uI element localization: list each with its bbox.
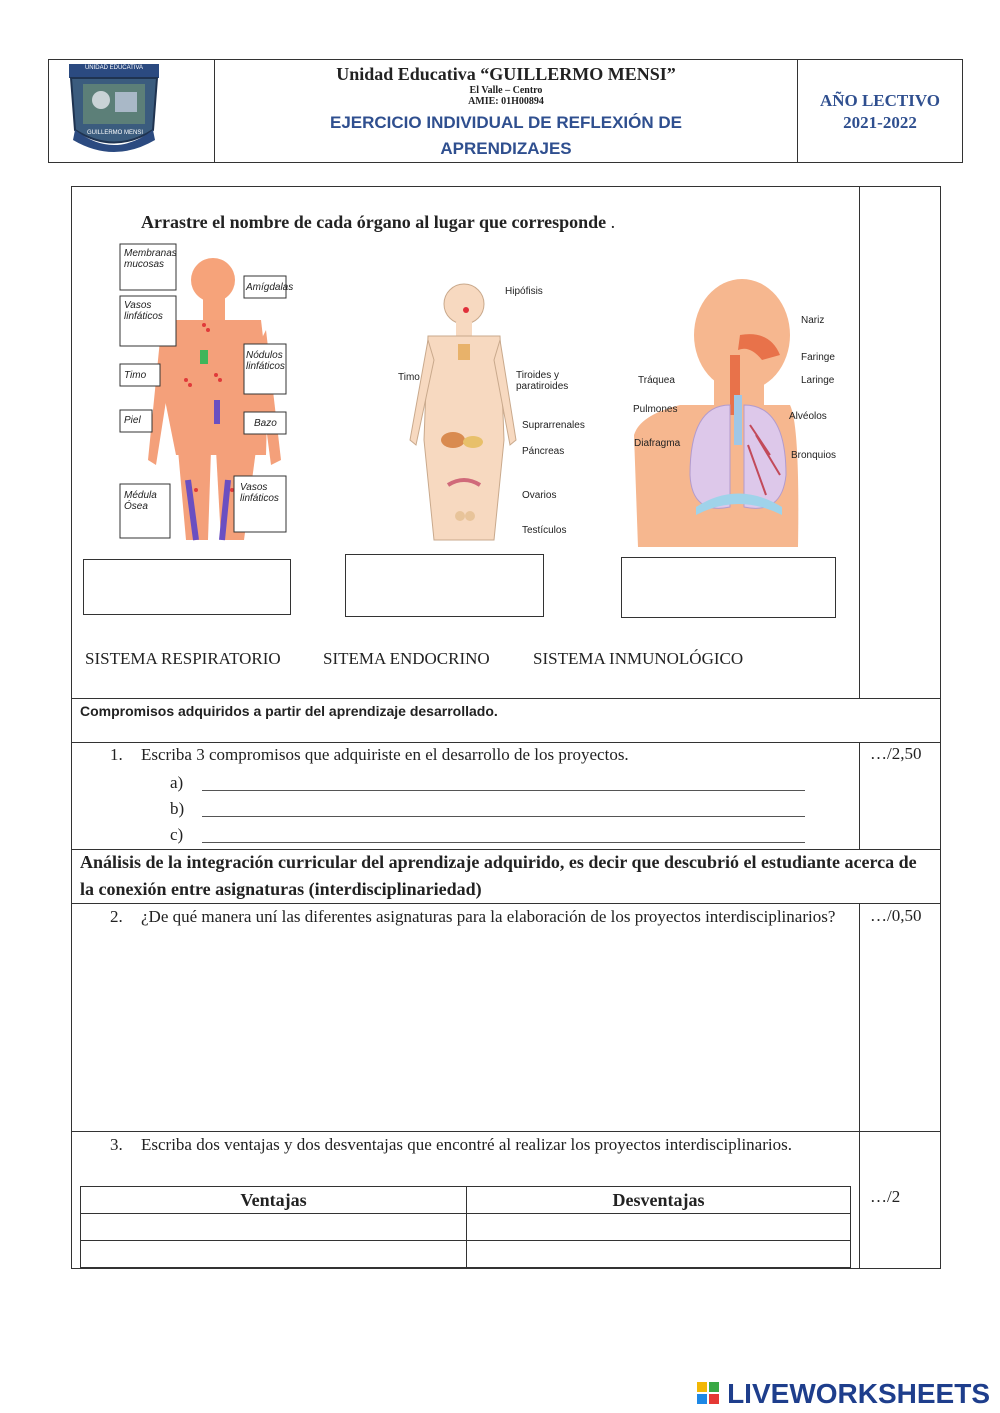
disadvantages-header: Desventajas	[467, 1187, 851, 1214]
commitments-heading: Compromisos adquiridos a partir del aprendizaje desarrollado.	[80, 703, 498, 719]
label-medula[interactable]: Médula Ósea	[124, 490, 157, 512]
label-timo-immune[interactable]: Timo	[124, 370, 147, 381]
advantages-table	[80, 1186, 851, 1268]
label-testiculos[interactable]: Testículos	[522, 525, 567, 536]
school-logo-cell	[49, 60, 215, 162]
label-nariz[interactable]: Nariz	[801, 315, 825, 326]
liveworksheets-logo-icon	[697, 1382, 719, 1404]
q1-text: Escriba 3 compromisos que adquiriste en el desarrollo de los proyectos.	[141, 745, 629, 764]
q1-answer-line-c[interactable]	[202, 842, 805, 843]
disadvantage-cell-1[interactable]	[467, 1214, 851, 1241]
school-crest-icon	[49, 60, 215, 162]
advantage-cell-1[interactable]	[81, 1214, 467, 1241]
integration-heading: Análisis de la integración curricular del aprendizaje adquirido, es decir que descubrió el estudiante acerca de la conexión entre asignaturas (interdisciplinariedad)	[80, 852, 917, 899]
q3-text: Escriba dos ventajas y dos desventajas que encontré al realizar los proyectos interdisciplinarios.	[141, 1135, 792, 1154]
q2-text: ¿De qué manera uní las diferentes asignaturas para la elaboración de los proyectos interdisciplinarios?	[141, 907, 836, 926]
label-laringe[interactable]: Laringe	[801, 375, 835, 386]
label-vasos-2[interactable]: Vasos linfáticos	[240, 482, 279, 504]
label-faringe[interactable]: Faringe	[801, 352, 835, 363]
year-value: 2021-2022	[843, 113, 917, 132]
advantages-header: Ventajas	[81, 1187, 467, 1214]
label-diafragma[interactable]: Diafragma	[634, 438, 681, 449]
system-option-inmunologico[interactable]: SISTEMA INMUNOLÓGICO	[533, 649, 744, 668]
q1-item-a: a)	[170, 773, 184, 792]
label-bazo[interactable]: Bazo	[254, 418, 277, 429]
drop-box-respiratory[interactable]	[621, 557, 836, 618]
q1-score: …/2,50	[870, 744, 922, 763]
school-year-cell	[798, 60, 962, 162]
liveworksheets-brand[interactable]: LIVEWORKSHEETS	[727, 1378, 990, 1409]
label-nodulos[interactable]: Nódulos linfáticos	[246, 350, 285, 372]
q1-answer-line-b[interactable]	[202, 816, 805, 817]
advantage-cell-2[interactable]	[81, 1241, 467, 1268]
q1-item-c: c)	[170, 825, 184, 844]
year-label: AÑO LECTIVO	[819, 91, 941, 110]
exercise-title-line2: APRENDIZAJES	[440, 139, 572, 158]
header-title-cell	[215, 60, 798, 162]
label-pulmones[interactable]: Pulmones	[633, 404, 678, 415]
label-amigdalas[interactable]: Amígdalas	[246, 282, 294, 293]
label-vasos-1[interactable]: Vasos linfáticos	[124, 300, 163, 322]
q2-score: …/0,50	[870, 906, 922, 925]
label-pancreas[interactable]: Páncreas	[522, 446, 565, 457]
q3-score: …/2	[870, 1187, 901, 1206]
label-hipofisis[interactable]: Hipófisis	[505, 286, 543, 297]
logo-bottom-text: GUILLERMO MENSI	[86, 130, 143, 136]
q3-number: 3.	[110, 1135, 123, 1154]
activity-instruction: Arrastre el nombre de cada órgano al lugar que corresponde .	[141, 212, 616, 232]
document-header	[48, 59, 963, 163]
drop-box-endocrine[interactable]	[345, 554, 544, 617]
endocrine-system-diagram	[398, 280, 518, 545]
system-option-endocrino[interactable]: SITEMA ENDOCRINO	[323, 649, 490, 668]
q1-number: 1.	[110, 745, 123, 764]
q1-score-divider	[859, 742, 860, 849]
school-name: Unidad Educativa “GUILLERMO MENSI”	[336, 64, 676, 84]
q2-answer-area[interactable]	[141, 960, 851, 1120]
label-piel[interactable]: Piel	[124, 415, 141, 426]
q1-item-b: b)	[170, 799, 185, 818]
disadvantage-cell-2[interactable]	[467, 1241, 851, 1268]
label-alveolos[interactable]: Alvéolos	[789, 411, 827, 422]
label-timo-endocrine[interactable]: Timo	[398, 372, 420, 383]
q1-answer-line-a[interactable]	[202, 790, 805, 791]
label-ovarios[interactable]: Ovarios	[522, 490, 557, 501]
system-option-respiratorio[interactable]: SISTEMA RESPIRATORIO	[85, 649, 281, 668]
q2-score-divider	[859, 903, 860, 1131]
q2-number: 2.	[110, 907, 123, 926]
label-membranas[interactable]: Membranas mucosas	[124, 248, 177, 270]
label-tiroides[interactable]: Tiroides y paratiroides	[516, 370, 569, 392]
school-location: El Valle – Centro	[469, 85, 543, 96]
logo-top-text: UNIDAD EDUCATIVA	[84, 65, 144, 71]
label-suprarrenales[interactable]: Suprarrenales	[522, 420, 585, 431]
score-column-divider	[859, 186, 860, 698]
drop-box-immune[interactable]	[83, 559, 291, 615]
label-traquea[interactable]: Tráquea	[638, 375, 675, 386]
exercise-title-line1: EJERCICIO INDIVIDUAL DE REFLEXIÓN DE	[329, 113, 682, 132]
q3-score-divider	[859, 1131, 860, 1269]
label-bronquios[interactable]: Bronquios	[791, 450, 837, 461]
school-amie: AMIE: 01H00894	[468, 96, 544, 107]
